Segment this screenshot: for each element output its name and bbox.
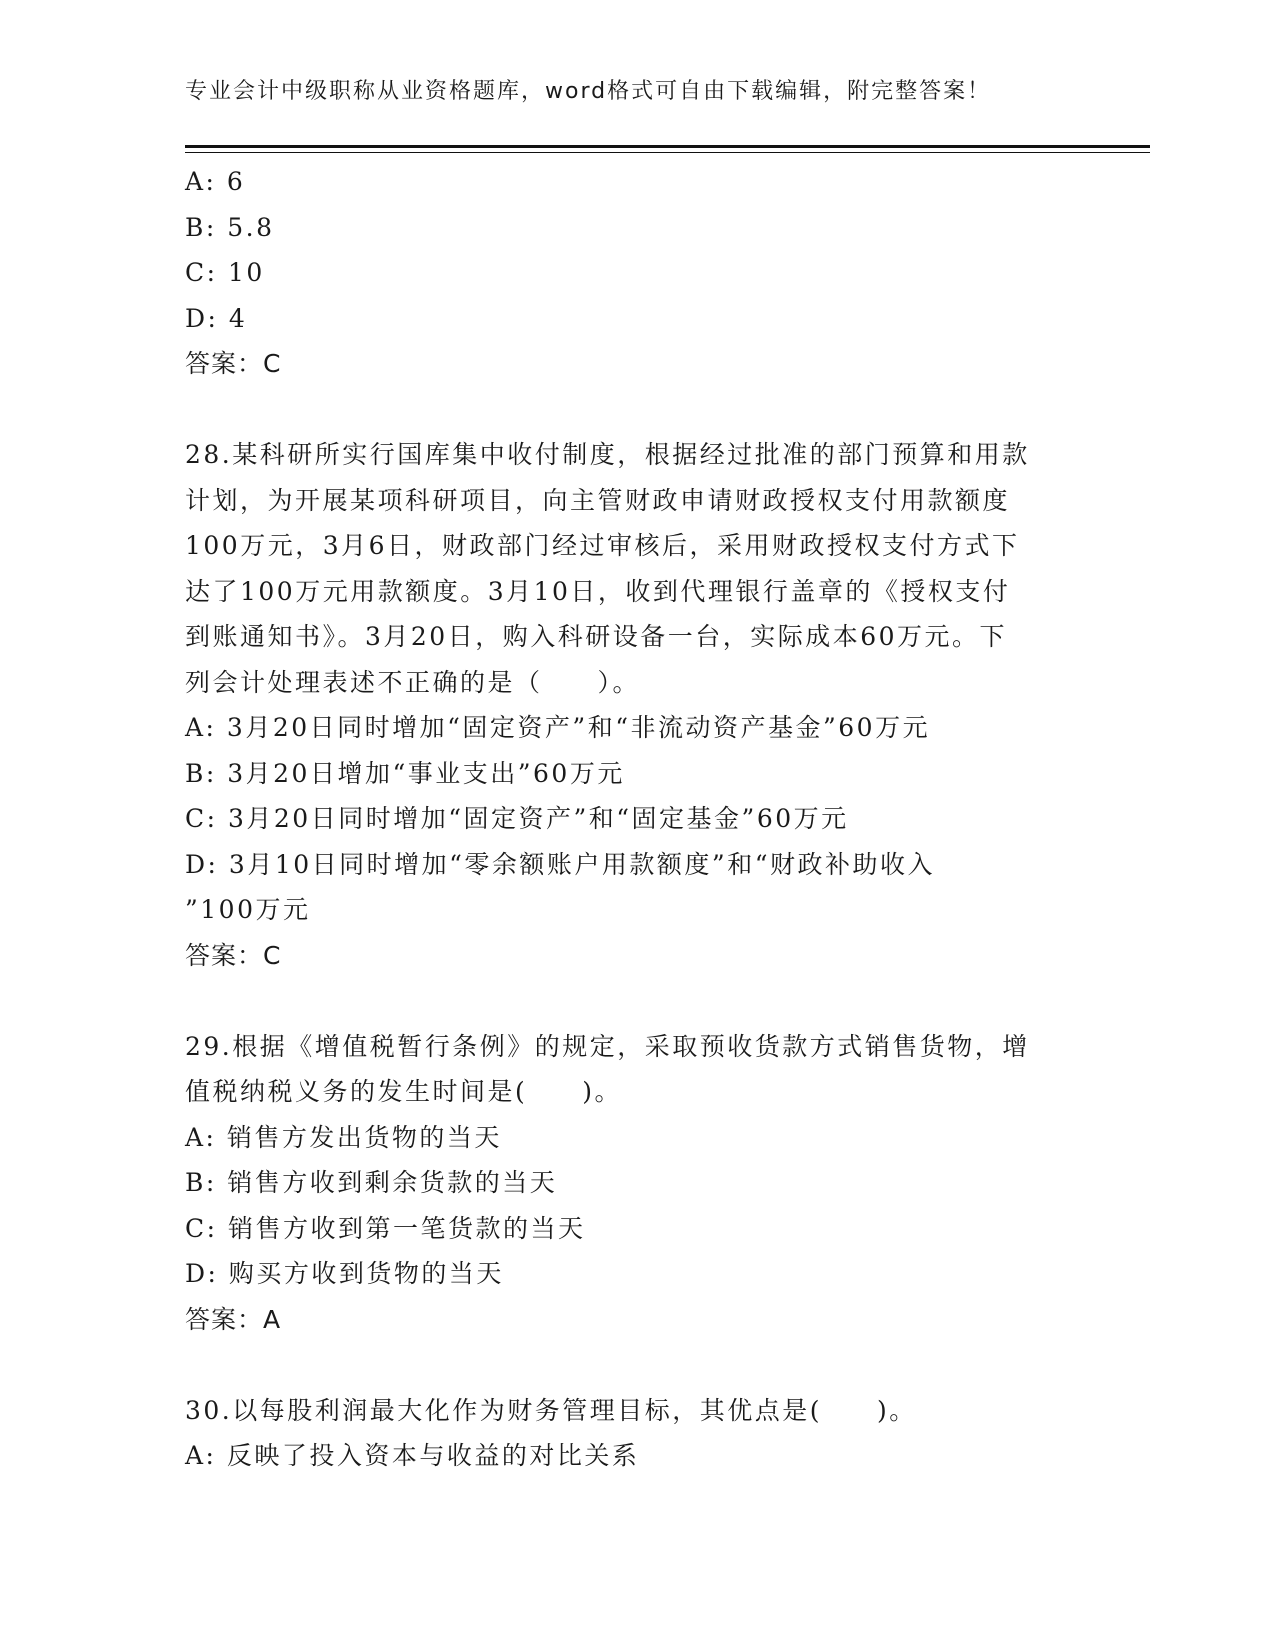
q28-stem-line: 计划，为开展某项科研项目，向主管财政申请财政授权支付用款额度 <box>185 485 1011 515</box>
q29-answer: 答案：A <box>185 1304 282 1334</box>
q28-option-a: A: 3月20日同时增加“固定资产”和“非流动资产基金”60万元 <box>185 713 931 742</box>
page-header: 专业会计中级职称从业资格题库，word格式可自由下载编辑，附完整答案！ <box>185 79 992 104</box>
spacer <box>185 1342 1085 1388</box>
q27-option-a: A: 6 <box>185 167 246 196</box>
q27-option-d: D: 4 <box>185 303 248 333</box>
q29-stem-line: 29.根据《增值税暂行条例》的规定，采取预收货款方式销售货物，增 <box>185 1031 1030 1061</box>
q29-option-a: A: 销售方发出货物的当天 <box>185 1122 502 1152</box>
q28-stem-line: 100万元，3月6日，财政部门经过审核后，采用财政授权支付方式下 <box>185 531 1020 560</box>
q28-stem-line: 达了100万元用款额度。3月10日，收到代理银行盖章的《授权支付 <box>185 576 1011 606</box>
header-rule-thick <box>185 145 1150 148</box>
q28-option-d-continued: ”100万元 <box>185 895 311 924</box>
q27-answer: 答案：C <box>185 349 282 378</box>
question-content <box>185 159 1085 1479</box>
q27-option-b: B: 5.8 <box>185 212 275 242</box>
q29-option-c: C: 销售方收到第一笔货款的当天 <box>185 1213 586 1243</box>
q28-option-d: D: 3月10日同时增加“零余额账户用款额度”和“财政补助收入 <box>185 849 935 879</box>
q28-stem-line: 28.某科研所实行国库集中收付制度，根据经过批准的部门预算和用款 <box>185 440 1030 469</box>
q29-option-d: D: 购买方收到货物的当天 <box>185 1259 504 1288</box>
q27-option-c: C: 10 <box>185 258 265 287</box>
spacer <box>185 978 1085 1024</box>
q28-answer: 答案：C <box>185 940 282 970</box>
header-rule-thin <box>185 152 1150 153</box>
q28-stem-line: 到账通知书》。3月20日，购入科研设备一台，实际成本60万元。下 <box>185 622 1008 651</box>
q28-stem-line: 列会计处理表述不正确的是（ ）。 <box>185 667 641 697</box>
q30-stem-line: 30.以每股利润最大化作为财务管理目标，其优点是( )。 <box>185 1395 917 1425</box>
spacer <box>185 387 1085 433</box>
q29-option-b: B: 销售方收到剩余货款的当天 <box>185 1168 558 1197</box>
q28-option-c: C: 3月20日同时增加“固定资产”和“固定基金”60万元 <box>185 804 849 833</box>
q29-stem-line: 值税纳税义务的发生时间是( )。 <box>185 1077 623 1106</box>
q28-option-b: B: 3月20日增加“事业支出”60万元 <box>185 758 625 788</box>
q30-option-a: A: 反映了投入资本与收益的对比关系 <box>185 1441 640 1470</box>
